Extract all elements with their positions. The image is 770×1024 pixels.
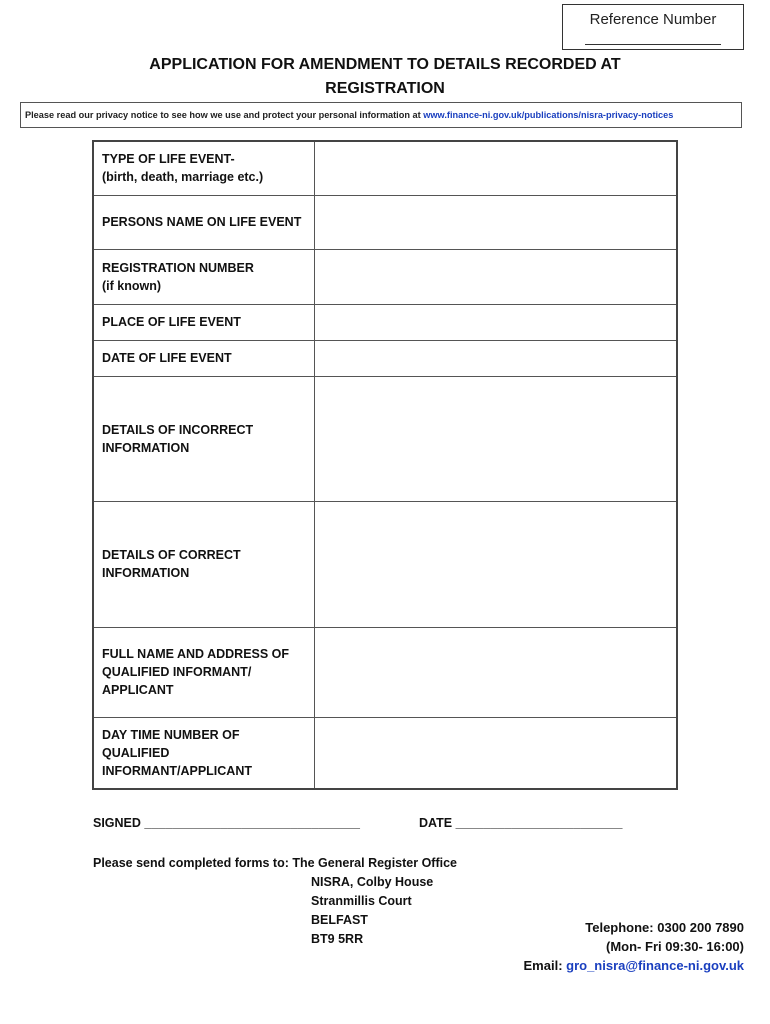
- form-label: [93, 340, 315, 376]
- title-line-2: REGISTRATION: [325, 80, 445, 97]
- form-row-date: [93, 340, 677, 376]
- form-row-type: [93, 141, 677, 195]
- email-label: Email:: [523, 958, 567, 973]
- address-line: BELFAST: [311, 913, 368, 927]
- label-line: DAY TIME NUMBER OF: [102, 727, 240, 742]
- label-line: (birth, death, marriage etc.): [102, 170, 264, 185]
- label-line: INFORMATION: [102, 440, 190, 455]
- address-line: BT9 5RR: [311, 932, 364, 946]
- form-label: [93, 304, 315, 340]
- label-line: DETAILS OF CORRECT: [102, 548, 241, 562]
- label-line: FULL NAME AND ADDRESS OF: [102, 647, 290, 661]
- label-line: DATE OF LIFE EVENT: [102, 351, 232, 365]
- email-row: [524, 956, 744, 975]
- label-line: INFORMANT/APPLICANT: [102, 763, 252, 778]
- place-of-life-event-field[interactable]: [315, 304, 678, 340]
- form-label: [93, 376, 315, 501]
- reference-number-line: [585, 44, 721, 45]
- form-row-persons-name: [93, 195, 677, 249]
- office-hours: (Mon- Fri 09:30- 16:00): [606, 939, 744, 954]
- telephone: Telephone: 0300 200 7890: [585, 920, 744, 935]
- address-line: Stranmillis Court: [311, 894, 412, 908]
- form-label: [93, 717, 315, 789]
- address-line: NISRA, Colby House: [311, 875, 434, 889]
- email-link[interactable]: gro_nisra@finance-ni.gov.uk: [566, 958, 744, 973]
- label-line: PERSONS NAME ON LIFE EVENT: [102, 215, 302, 229]
- label-line: QUALIFIED: [102, 745, 170, 760]
- reference-number-label: Reference Number: [589, 11, 717, 28]
- correct-information-field[interactable]: [315, 501, 678, 627]
- form-row-informant-name-address: [93, 627, 677, 717]
- label-line: TYPE OF LIFE EVENT-: [102, 152, 235, 167]
- label-line: APPLICANT: [102, 683, 174, 697]
- form-row-registration-number: [93, 249, 677, 304]
- date-of-life-event-field[interactable]: [315, 340, 678, 376]
- privacy-notice: [20, 102, 742, 128]
- form-row-correct-info: [93, 501, 677, 627]
- label-line: (if known): [102, 278, 162, 293]
- form-label: [93, 627, 315, 717]
- form-row-informant-phone: [93, 717, 677, 789]
- label-line: DETAILS OF INCORRECT: [102, 422, 254, 437]
- informant-name-address-field[interactable]: [315, 627, 678, 717]
- privacy-text: Please read our privacy notice to see how we use and protect your personal information at: [25, 110, 424, 120]
- send-to-lead: Please send completed forms to: The General Register Office: [93, 856, 457, 870]
- title-line-1: APPLICATION FOR AMENDMENT TO DETAILS RECORDED AT: [149, 56, 621, 73]
- form-row-incorrect-info: [93, 376, 677, 501]
- privacy-link[interactable]: www.finance-ni.gov.uk/publications/nisra-privacy-notices: [423, 110, 674, 120]
- form-label: [93, 195, 315, 249]
- informant-phone-field[interactable]: [315, 717, 678, 789]
- date-line[interactable]: DATE ________________________: [419, 816, 623, 830]
- label-line: REGISTRATION NUMBER: [102, 260, 254, 275]
- contact-details: [524, 918, 744, 975]
- page-title: [0, 53, 770, 101]
- signature-line[interactable]: SIGNED _______________________________: [93, 816, 360, 830]
- label-line: QUALIFIED INFORMANT/: [102, 665, 252, 679]
- label-line: INFORMATION: [102, 566, 190, 580]
- form-row-place: [93, 304, 677, 340]
- form-label: [93, 501, 315, 627]
- label-line: PLACE OF LIFE EVENT: [102, 315, 241, 329]
- type-of-life-event-field[interactable]: [315, 141, 678, 195]
- reference-number-box[interactable]: [562, 4, 744, 50]
- persons-name-field[interactable]: [315, 195, 678, 249]
- registration-number-field[interactable]: [315, 249, 678, 304]
- form-label: [93, 141, 315, 195]
- postal-address: [311, 873, 433, 949]
- form-label: [93, 249, 315, 304]
- incorrect-information-field[interactable]: [315, 376, 678, 501]
- amendment-form-table: [92, 140, 678, 790]
